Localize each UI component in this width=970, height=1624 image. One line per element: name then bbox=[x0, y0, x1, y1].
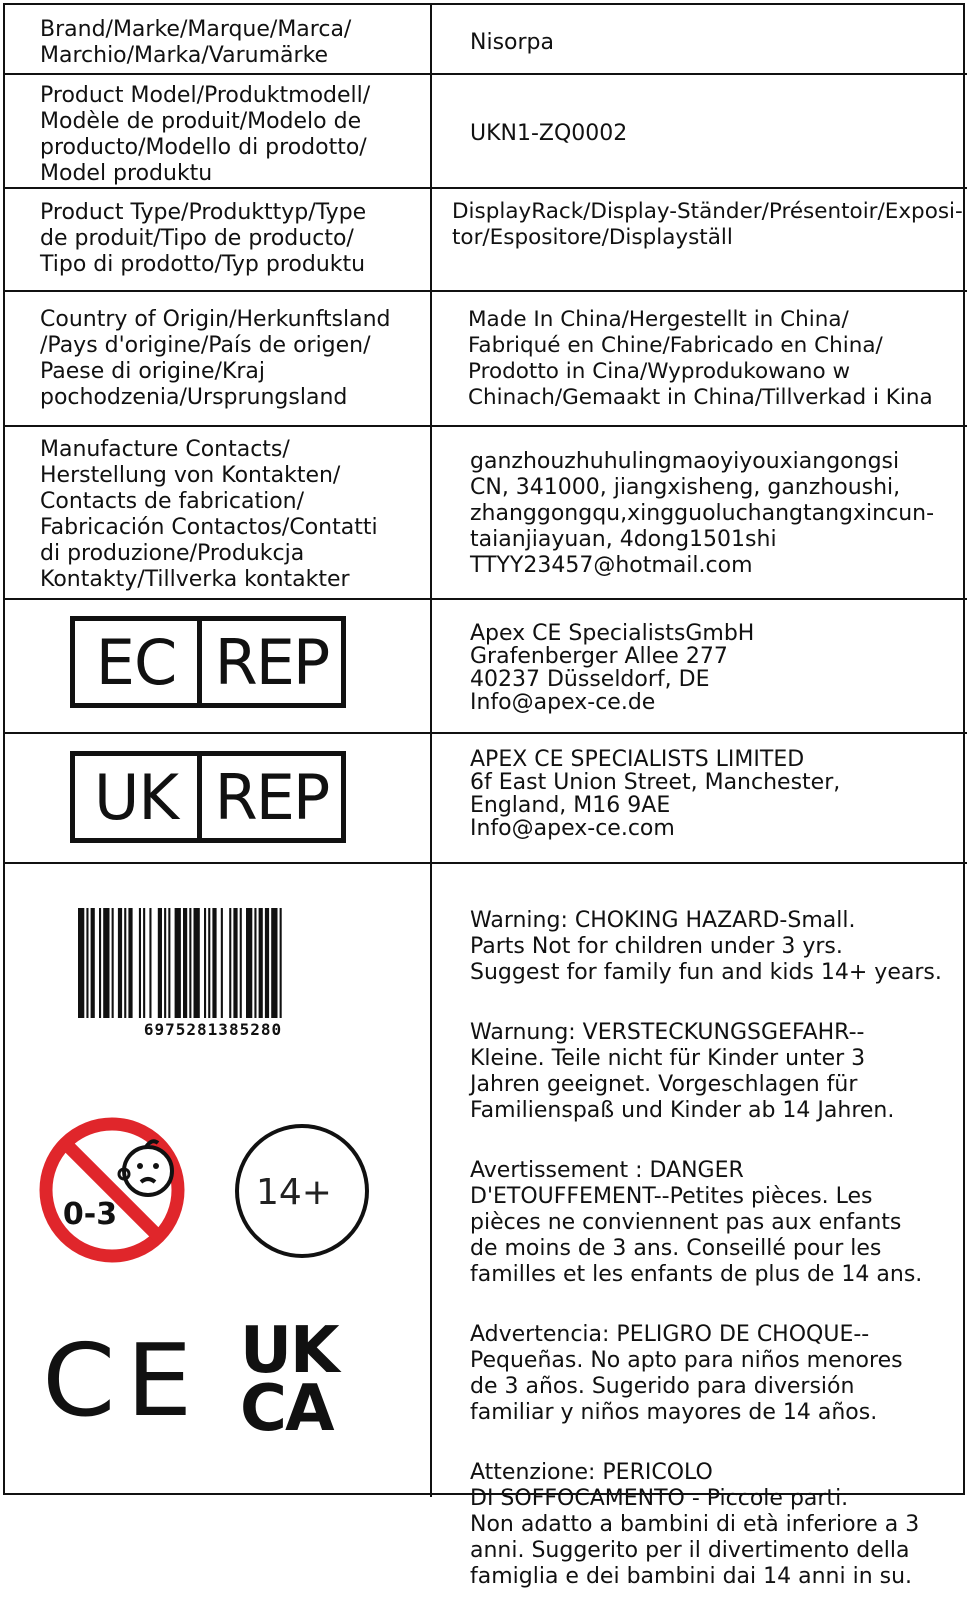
no-kids-age-text: 0-3 bbox=[62, 1197, 118, 1232]
barcode-bar bbox=[221, 908, 223, 1018]
barcode-bar bbox=[112, 908, 114, 1018]
barcode-bar bbox=[240, 908, 242, 1018]
barcode-bar bbox=[168, 908, 170, 1018]
type-value: DisplayRack/Display-Ständer/Présentoir/Exposi- tor/Espositore/Displayställ bbox=[452, 199, 963, 250]
warning-english: Warning: CHOKING HAZARD-Small. Parts Not for children under 3 yrs. Suggest for family fun and kids 14+ years. bbox=[470, 908, 942, 985]
manufacturer-label: Manufacture Contacts/ Herstellung von Kontakten/ Contacts de fabrication/ Fabricación Contactos/Contatti di produzione/Produkcja Kontakty/Tillverka kontakter bbox=[40, 437, 378, 592]
barcode-number: 6975281385280 bbox=[143, 1020, 283, 1039]
barcode-bar bbox=[246, 908, 252, 1018]
ec-rep-address: Apex CE SpecialistsGmbH Grafenberger Allee 277 40237 Düsseldorf, DE Info@apex-ce.de bbox=[470, 621, 755, 715]
column-divider bbox=[430, 3, 432, 1497]
origin-value: Made In China/Hergestellt in China/ Fabriqué en Chine/Fabricado en China/ Prodotto in Cina/Wyprodukowano w Chinach/Gemaakt in China/Tillverkad i Kina bbox=[468, 307, 933, 410]
barcode-bar bbox=[212, 908, 216, 1018]
barcode-bar bbox=[103, 908, 109, 1018]
row-divider bbox=[3, 290, 967, 292]
barcode-bar bbox=[99, 908, 101, 1018]
row-divider bbox=[3, 862, 967, 864]
uk-rep-right: REP bbox=[214, 760, 329, 834]
barcode-bar bbox=[229, 908, 231, 1018]
origin-label: Country of Origin/Herkunftsland /Pays d'origine/País de origen/ Paese di origine/Kraj pochodzenia/Ursprungsland bbox=[40, 307, 391, 410]
row-divider bbox=[3, 732, 967, 734]
ec-rep-right: REP bbox=[214, 625, 329, 699]
model-label: Product Model/Produktmodell/ Modèle de produit/Modelo de producto/Modello di prodotto/ Model produktu bbox=[40, 83, 371, 186]
barcode-bar bbox=[259, 908, 263, 1018]
age-badge-text: 14+ bbox=[256, 1172, 332, 1213]
warning-spanish: Advertencia: PELIGRO DE CHOQUE-- Pequeñas. No apto para niños menores de 3 años. Sugerido para diversión familiar y niños mayores de 14 años. bbox=[470, 1322, 903, 1425]
brand-value: Nisorpa bbox=[470, 30, 554, 55]
row-divider bbox=[3, 187, 967, 189]
barcode-bar bbox=[194, 908, 200, 1018]
type-label: Product Type/Produkttyp/Type de produit/Tipo de producto/ Tipo di prodotto/Typ produktu bbox=[40, 200, 367, 277]
uk-rep-address: APEX CE SPECIALISTS LIMITED 6f East Union Street, Manchester, England, M16 9AE Info@apex-ce.com bbox=[470, 747, 841, 841]
ec-rep-left: EC bbox=[75, 621, 202, 703]
warning-italian: Attenzione: PERICOLO DI SOFFOCAMENTO - Piccole parti. Non adatto a bambini di età inferiore a 3 anni. Suggerito per il divertimento della famiglia e dei bambini dai 14 anni in su. bbox=[470, 1460, 920, 1589]
barcode-bar bbox=[189, 908, 191, 1018]
barcode-bar bbox=[86, 908, 88, 1018]
barcode-bar bbox=[158, 908, 162, 1018]
barcode-bar bbox=[271, 908, 277, 1018]
warnings-block bbox=[470, 882, 960, 1624]
ukca-bottom: CA bbox=[240, 1372, 333, 1446]
ukca-top: UK bbox=[240, 1314, 338, 1388]
barcode-bar bbox=[143, 908, 145, 1018]
uk-rep-symbol bbox=[70, 751, 346, 843]
barcode-bar bbox=[175, 908, 181, 1018]
row-divider bbox=[3, 73, 967, 75]
barcode-bar bbox=[208, 908, 210, 1018]
barcode-bar bbox=[265, 908, 269, 1018]
no-children-under-3-icon bbox=[38, 1116, 186, 1264]
ec-rep-symbol bbox=[70, 616, 346, 708]
row-divider bbox=[3, 598, 967, 600]
barcode-bar bbox=[280, 908, 282, 1018]
barcode-bar bbox=[78, 908, 84, 1018]
barcode-bar bbox=[118, 908, 122, 1018]
barcode-bar bbox=[204, 908, 206, 1018]
barcode-bar bbox=[254, 908, 256, 1018]
warning-french: Avertissement : DANGER D'ETOUFFEMENT--Petites pièces. Les pièces ne conviennent pas aux enfants de moins de 3 ans. Conseillé pour les familles et les enfants de plus de 14 ans. bbox=[470, 1158, 923, 1287]
model-value: UKN1-ZQ0002 bbox=[470, 121, 628, 146]
barcode-bar bbox=[164, 908, 166, 1018]
barcode-bar bbox=[124, 908, 126, 1018]
barcode-bar bbox=[128, 908, 132, 1018]
barcode-bar bbox=[183, 908, 187, 1018]
barcode bbox=[78, 908, 348, 1020]
warning-german: Warnung: VERSTECKUNGSGEFAHR-- Kleine. Teile nicht für Kinder unter 3 Jahren geeignet. Vorgeschlagen für Familienspaß und Kinder ab 14 Jahren. bbox=[470, 1020, 895, 1123]
uk-rep-left: UK bbox=[75, 756, 202, 838]
ce-mark-text: CE bbox=[42, 1322, 203, 1439]
barcode-bar bbox=[91, 908, 95, 1018]
barcode-bar bbox=[149, 908, 151, 1018]
barcode-bar bbox=[139, 908, 141, 1018]
ukca-mark bbox=[240, 1314, 338, 1446]
barcode-bar bbox=[233, 908, 237, 1018]
row-divider bbox=[3, 425, 967, 427]
age-14-plus-icon bbox=[232, 1121, 372, 1261]
manufacturer-value: ganzhouzhuhulingmaoyiyouxiangongsi CN, 341000, jiangxisheng, ganzhoushi, zhanggongqu,xingguoluchangtangxincun- taianjiayuan, 4dong1501shi TTYY23457@hotmail.com bbox=[470, 449, 935, 578]
brand-label: Brand/Marke/Marque/Marca/ Marchio/Marka/Varumärke bbox=[40, 17, 352, 68]
ce-mark bbox=[42, 1322, 203, 1439]
